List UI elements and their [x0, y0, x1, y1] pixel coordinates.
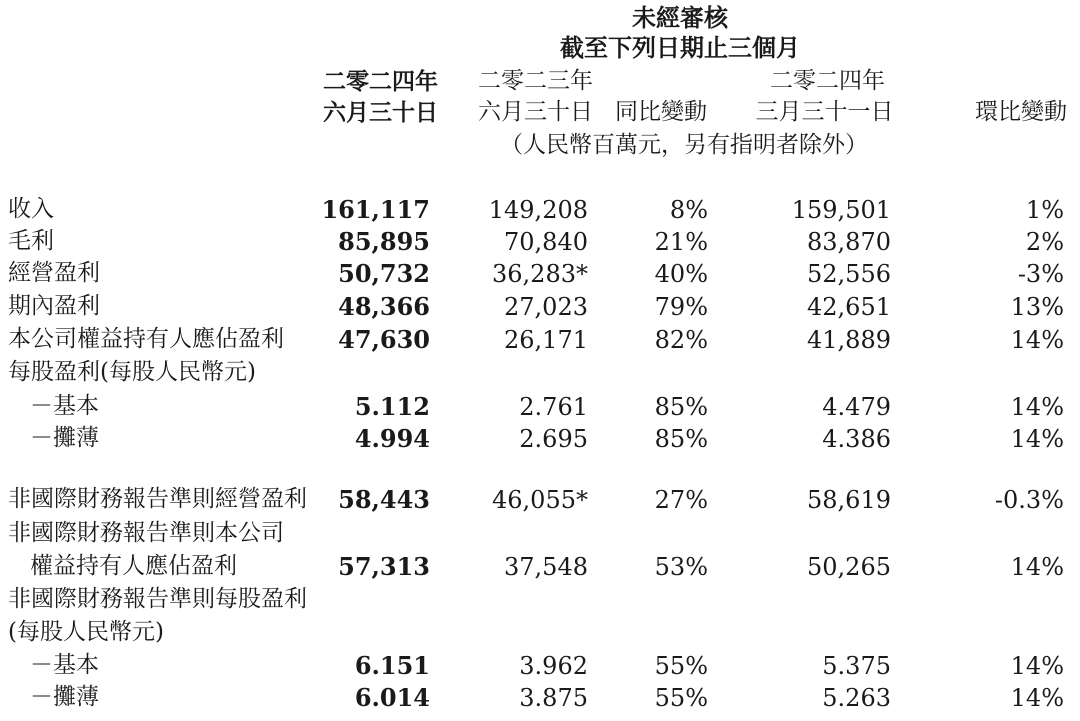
cell-nonifrs-eps-basic-qoq: 14%: [1010, 652, 1064, 680]
cell-operating-2024q2: 50,732: [338, 259, 430, 288]
col2-header-date: 六月三十日: [478, 99, 593, 125]
cell-eps-basic-2024q1: 4.479: [822, 393, 891, 421]
cell-nonifrs-operating-2023q2: 46,055*: [492, 486, 588, 514]
cell-nonifrs-eps-diluted-2024q1: 5.263: [822, 684, 891, 712]
row-label-eps-basic: －基本: [30, 393, 99, 419]
cell-nonifrs-eps-basic-2023q2: 3.962: [519, 652, 588, 680]
header-title-unaudited: 未經審核: [632, 3, 728, 32]
row-label-operating-profit: 經營盈利: [8, 260, 100, 286]
cell-revenue-qoq: 1%: [1025, 196, 1064, 224]
cell-eps-basic-yoy: 85%: [654, 393, 708, 421]
cell-nonifrs-eps-diluted-yoy: 55%: [654, 684, 708, 712]
cell-nonifrs-attributable-qoq: 14%: [1010, 553, 1064, 581]
cell-eps-diluted-2023q2: 2.695: [519, 425, 588, 453]
row-label-nonifrs-operating: 非國際財務報告準則經營盈利: [8, 486, 307, 512]
col1-header-year: 二零二四年: [323, 68, 438, 95]
row-label-nonifrs-eps-diluted: －攤薄: [30, 684, 99, 710]
col1-header-date: 六月三十日: [323, 99, 438, 126]
cell-operating-2024q1: 52,556: [807, 260, 891, 288]
cell-revenue-2024q1: 159,501: [791, 196, 891, 224]
col5-header-qoq: 環比變動: [975, 99, 1067, 125]
cell-operating-2023q2: 36,283*: [492, 260, 588, 288]
row-label-attributable-profit: 本公司權益持有人應佔盈利: [8, 326, 284, 352]
cell-eps-diluted-2024q1: 4.386: [822, 425, 891, 453]
cell-gross-2024q1: 83,870: [807, 228, 891, 256]
cell-gross-2023q2: 70,840: [504, 228, 588, 256]
row-label-nonifrs-attributable: 權益持有人應佔盈利: [30, 553, 237, 579]
cell-period-yoy: 79%: [654, 293, 708, 321]
row-label-nonifrs-eps: 非國際財務報告準則每股盈利: [8, 586, 307, 612]
unit-note: （人民幣百萬元，另有指明者除外）: [500, 132, 868, 158]
header-subtitle-period: 截至下列日期止三個月: [560, 33, 800, 62]
row-label-revenue: 收入: [8, 196, 54, 222]
row-label-gross-profit: 毛利: [8, 228, 54, 254]
cell-nonifrs-eps-diluted-qoq: 14%: [1010, 684, 1064, 712]
cell-eps-diluted-2024q2: 4.994: [354, 424, 430, 453]
row-label-nonifrs-eps-basic: －基本: [30, 652, 99, 678]
col4-header-year: 二零二四年: [770, 68, 885, 94]
col3-header-yoy: 同比變動: [615, 99, 707, 125]
cell-period-2024q1: 42,651: [807, 293, 891, 321]
row-label-eps: 每股盈利(每股人民幣元): [8, 359, 256, 385]
cell-eps-basic-2023q2: 2.761: [519, 393, 588, 421]
cell-nonifrs-eps-basic-yoy: 55%: [654, 652, 708, 680]
col4-header-date: 三月三十一日: [755, 99, 894, 125]
cell-attributable-2024q1: 41,889: [807, 326, 891, 354]
cell-nonifrs-operating-2024q1: 58,619: [807, 486, 891, 514]
cell-nonifrs-attributable-2023q2: 37,548: [504, 553, 588, 581]
cell-eps-diluted-yoy: 85%: [654, 425, 708, 453]
cell-eps-diluted-qoq: 14%: [1010, 425, 1064, 453]
row-label-nonifrs-company: 非國際財務報告準則本公司: [8, 520, 284, 546]
cell-period-2024q2: 48,366: [338, 292, 430, 321]
cell-revenue-yoy: 8%: [669, 196, 708, 224]
cell-nonifrs-eps-diluted-2024q2: 6.014: [354, 683, 430, 712]
cell-attributable-yoy: 82%: [654, 326, 708, 354]
cell-nonifrs-eps-basic-2024q2: 6.151: [354, 651, 430, 680]
col2-header-year: 二零二三年: [478, 68, 593, 94]
cell-period-qoq: 13%: [1010, 293, 1064, 321]
cell-attributable-qoq: 14%: [1010, 326, 1064, 354]
cell-attributable-2023q2: 26,171: [504, 326, 588, 354]
cell-period-2023q2: 27,023: [504, 293, 588, 321]
cell-nonifrs-operating-yoy: 27%: [654, 486, 708, 514]
cell-revenue-2023q2: 149,208: [488, 196, 588, 224]
cell-gross-2024q2: 85,895: [338, 227, 430, 256]
cell-attributable-2024q2: 47,630: [338, 325, 430, 354]
cell-nonifrs-attributable-2024q2: 57,313: [338, 552, 430, 581]
cell-eps-basic-2024q2: 5.112: [354, 392, 430, 421]
cell-eps-basic-qoq: 14%: [1010, 393, 1064, 421]
cell-nonifrs-attributable-2024q1: 50,265: [807, 553, 891, 581]
cell-gross-yoy: 21%: [654, 228, 708, 256]
cell-gross-qoq: 2%: [1025, 228, 1064, 256]
cell-operating-yoy: 40%: [654, 260, 708, 288]
row-label-period-profit: 期內盈利: [8, 293, 100, 319]
cell-operating-qoq: -3%: [1017, 260, 1064, 288]
row-label-nonifrs-eps-unit: (每股人民幣元): [8, 619, 164, 645]
cell-nonifrs-operating-2024q2: 58,443: [338, 485, 430, 514]
cell-nonifrs-operating-qoq: -0.3%: [994, 486, 1064, 514]
cell-revenue-2024q2: 161,117: [321, 195, 430, 224]
cell-nonifrs-eps-basic-2024q1: 5.375: [822, 652, 891, 680]
row-label-eps-diluted: －攤薄: [30, 425, 99, 451]
cell-nonifrs-eps-diluted-2023q2: 3.875: [519, 684, 588, 712]
cell-nonifrs-attributable-yoy: 53%: [654, 553, 708, 581]
